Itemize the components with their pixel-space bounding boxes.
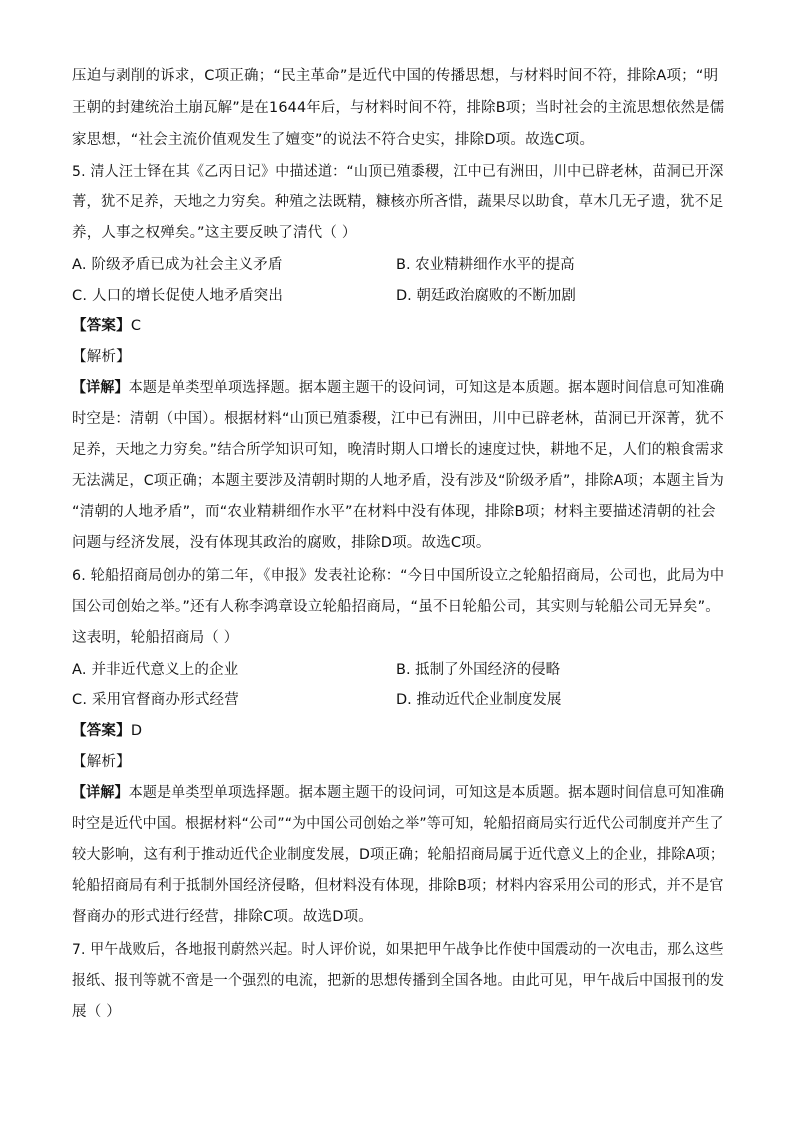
- q6-stem-line-3: 这表明，轮船招商局（ ）: [72, 630, 239, 646]
- answer-tag: 【答案】: [72, 723, 131, 739]
- answer-tag: 【答案】: [72, 318, 131, 334]
- q6-analysis-tag: 【解析】: [72, 754, 131, 770]
- detail-tag: 【详解】: [72, 785, 129, 801]
- answer-value: D: [130, 723, 143, 739]
- q6-stem-line-1: 6. 轮船招商局创办的第二年，《申报》发表社论称：“今日中国所设立之轮船招商局，公司也，此局为中: [72, 568, 725, 584]
- q6-detail-line-2: 时空是近代中国。根据材料“公司”“为中国公司创始之举”等可知，轮船招商局实行近代公司制度并产生了: [72, 816, 724, 832]
- q6-option-d: D. 推动近代企业制度发展: [396, 692, 562, 708]
- q5-option-d: D. 朝廷政治腐败的不断加剧: [396, 288, 576, 304]
- q5-stem-line-1: 5. 清人汪士铎在其《乙丙日记》中描述道：“山顶已殖黍稷，江中已有洲田，川中已辟老林，苗洞已开深: [72, 164, 724, 180]
- answer-value: C: [130, 318, 142, 334]
- q6-option-c: C. 采用官督商办形式经营: [72, 692, 239, 708]
- q6-detail-line-4: 轮船招商局有利于抵制外国经济侵略，但材料没有体现，排除B项；材料内容采用公司的形式，并不是官: [72, 878, 724, 894]
- q5-detail-line-2: 时空是：清朝（中国）。根据材料“山顶已殖黍稷，江中已有洲田，川中已辟老林，苗洞已开深菁，犹不: [72, 411, 724, 427]
- q5-detail-line-4: 无法满足，C项正确；本题主要涉及清朝时期的人地矛盾，没有涉及“阶级矛盾”，排除A项；本题主旨为: [72, 473, 724, 489]
- q6-option-b: B. 抵制了外国经济的侵略: [396, 662, 561, 678]
- q6-answer: [72, 721, 142, 741]
- q6-detail-line-5: 督商办的形式进行经营，排除C项。故选D项。: [72, 909, 373, 925]
- prev-explanation-line-2: 王朝的封建统治土崩瓦解”是在1644年后，与材料时间不符，排除B项；当时社会的主流思想依然是儒: [72, 100, 725, 116]
- q5-option-a: A. 阶级矛盾已成为社会主义矛盾: [72, 257, 283, 273]
- q5-answer: [72, 316, 141, 336]
- q6-stem-line-2: 国公司创始之举。”还有人称李鸿章设立轮船招商局，“虽不日轮船公司，其实则与轮船公司无异矣”。: [72, 599, 720, 615]
- q6-option-a: A. 并非近代意义上的企业: [72, 662, 239, 678]
- q5-detail-line-3: 足养，天地之力穷矣。”结合所学知识可知，晚清时期人口增长的速度过快，耕地不足，人们的粮食需求: [72, 442, 724, 458]
- q6-detail-line-1: 【详解】本题是单类型单项选择题。据本题主题干的设问词，可知这是本质题。据本题时间信息可知准确: [72, 785, 725, 801]
- q5-option-b: B. 农业精耕细作水平的提高: [396, 257, 575, 273]
- q7-stem-line-1: 7. 甲午战败后，各地报刊蔚然兴起。时人评价说，如果把甲午战争比作使中国震动的一次电击，那么这些: [72, 942, 724, 958]
- q7-stem-line-2: 报纸、报刊等就不啻是一个强烈的电流，把新的思想传播到全国各地。由此可见，甲午战后中国报刊的发: [72, 973, 725, 989]
- q5-option-c: C. 人口的增长促使人地矛盾突出: [72, 288, 284, 304]
- q5-detail-line-6: 问题与经济发展，没有体现其政治的腐败，排除D项。故选C项。: [72, 535, 491, 551]
- q5-detail-line-5: “清朝的人地矛盾”，而“农业精耕细作水平”在材料中没有体现，排除B项；材料主要描述清朝的社会: [72, 504, 716, 520]
- q5-stem-line-2: 菁，犹不足养，天地之力穷矣。种殖之法既精，糠核亦所吝惜，蔬果尽以助食，草木几无孑遗，犹不足: [72, 194, 724, 210]
- detail-tag: 【详解】: [72, 380, 129, 396]
- q5-stem-line-3: 养，人事之权殚矣。”这主要反映了清代（ ）: [72, 225, 357, 241]
- q7-stem-line-3: 展（ ）: [72, 1004, 121, 1020]
- q6-detail-line-3: 较大影响，这有利于推动近代企业制度发展，D项正确；轮船招商局属于近代意义上的企业，排除A项；: [72, 847, 725, 863]
- prev-explanation-line-1: 压迫与剥削的诉求，C项正确；“民主革命”是近代中国的传播思想，与材料时间不符，排除A项；“明: [72, 68, 719, 84]
- q5-analysis-tag: 【解析】: [72, 349, 131, 365]
- prev-explanation-line-3: 家思想，“社会主流价值观发生了嬗变”的说法不符合史实，排除D项。故选C项。: [72, 132, 595, 148]
- q5-detail-line-1: 【详解】本题是单类型单项选择题。据本题主题干的设问词，可知这是本质题。据本题时间信息可知准确: [72, 380, 725, 396]
